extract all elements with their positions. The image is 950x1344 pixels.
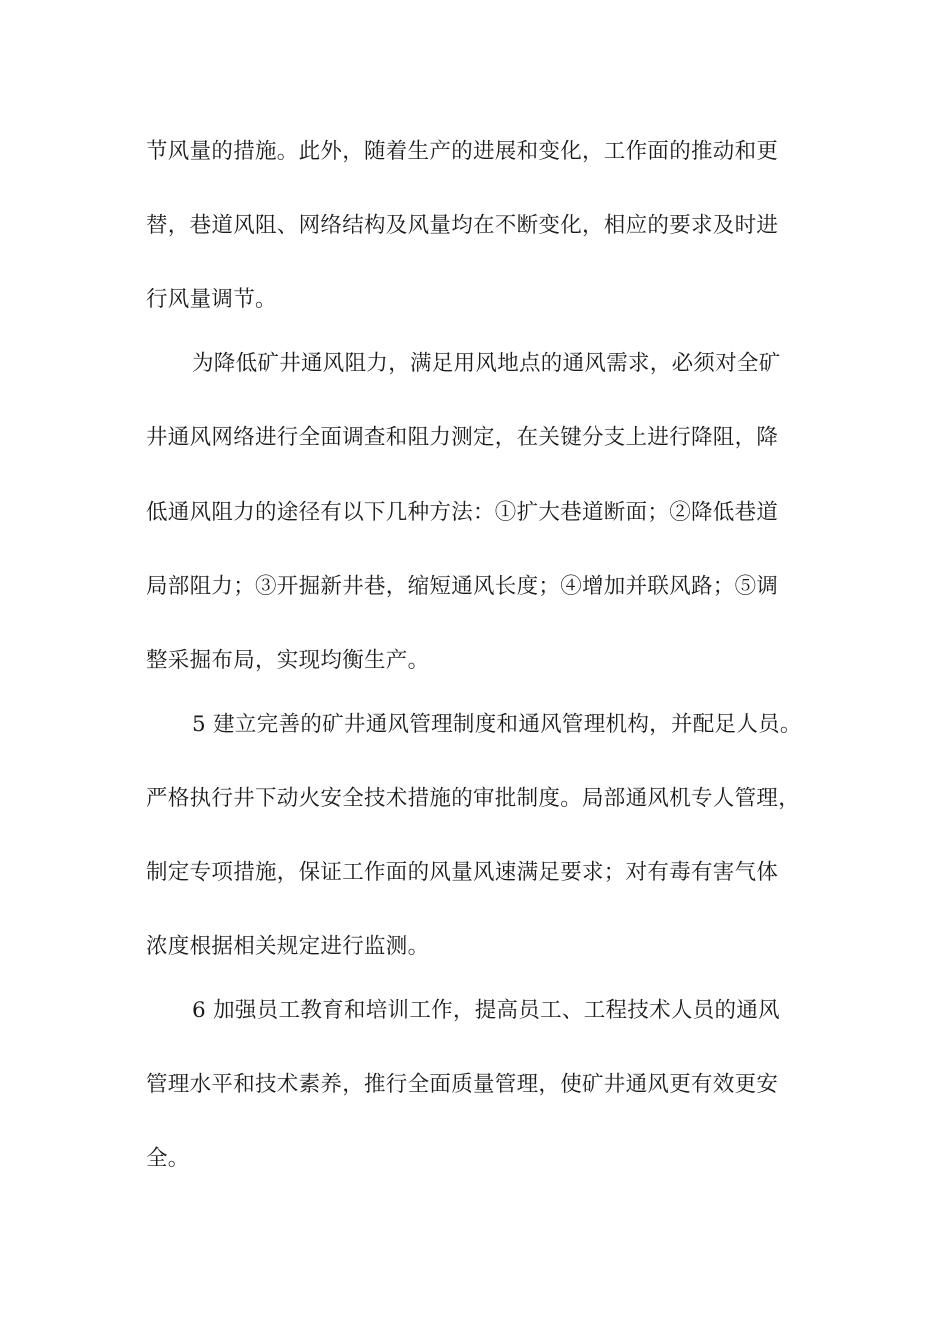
- text-line: 管理水平和技术素养，推行全面质量管理，使矿井通风更有效更安: [146, 1072, 779, 1097]
- text-line: 全。: [146, 1146, 190, 1171]
- text-line: 井通风网络进行全面调查和阻力测定，在关键分支上进行降阻，降: [146, 425, 779, 450]
- text-line: 严格执行井下动火安全技术措施的审批制度。局部通风机专人管理，: [146, 786, 801, 811]
- paragraph-first-line: 5 建立完善的矿井通风管理制度和通风管理机构，并配足人员。: [192, 712, 802, 737]
- text-line: 低通风阻力的途径有以下几种方法：①扩大巷道断面；②降低巷道: [146, 500, 779, 525]
- text-line: 局部阻力；③开掘新井巷，缩短通风长度；④增加并联风路；⑤调: [146, 574, 779, 599]
- paragraph-first-line: 6 加强员工教育和培训工作，提高员工、工程技术人员的通风: [192, 998, 780, 1023]
- text-line: 浓度根据相关规定进行监测。: [146, 934, 430, 959]
- paragraph-first-line: 为降低矿井通风阻力，满足用风地点的通风需求，必须对全矿: [192, 351, 781, 376]
- text-line: 整采掘布局，实现均衡生产。: [146, 648, 430, 673]
- text-line: 制定专项措施，保证工作面的风量风速满足要求；对有毒有害气体: [146, 860, 779, 885]
- text-line: 行风量调节。: [146, 287, 277, 312]
- text-line: 节风量的措施。此外，随着生产的进展和变化，工作面的推动和更: [146, 139, 779, 164]
- text-line: 替，巷道风阻、网络结构及风量均在不断变化，相应的要求及时进: [146, 213, 779, 238]
